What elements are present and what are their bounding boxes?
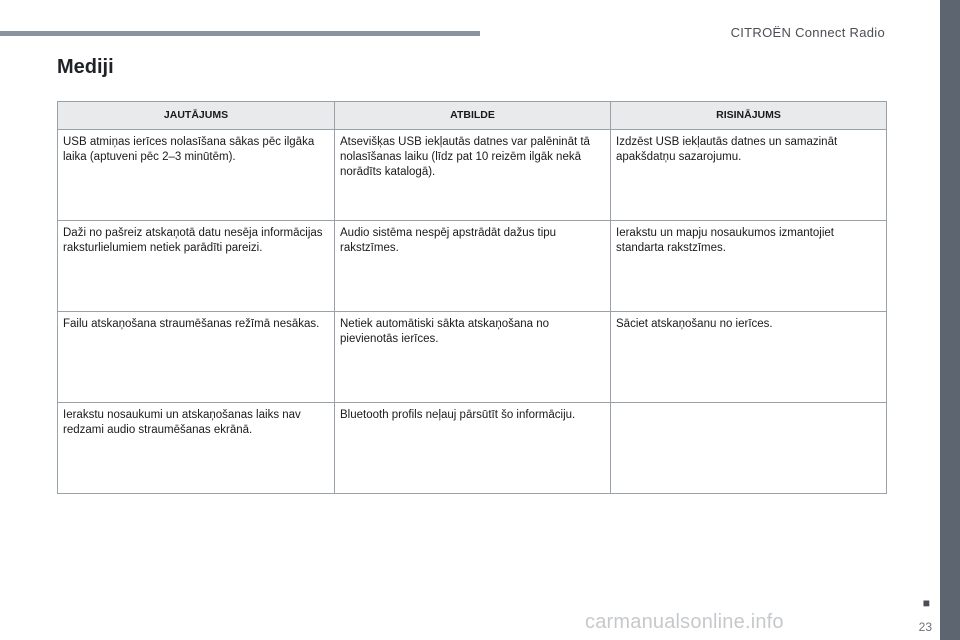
table-row bbox=[58, 312, 887, 403]
answer-cell: Netiek automātiski sākta atskaņošana no pievienotās ierīces. bbox=[335, 312, 611, 403]
page-number: 23 bbox=[918, 620, 932, 634]
header-solution: RISINĀJUMS bbox=[611, 102, 887, 130]
solution-cell bbox=[611, 403, 887, 494]
header-answer: ATBILDE bbox=[335, 102, 611, 130]
table-row bbox=[58, 130, 887, 221]
side-strip bbox=[940, 0, 960, 640]
solution-cell: Sāciet atskaņošanu no ierīces. bbox=[611, 312, 887, 403]
answer-cell: Audio sistēma nespēj apstrādāt dažus tipu rakstzīmes. bbox=[335, 221, 611, 312]
troubleshooting-table bbox=[57, 101, 887, 494]
question-cell: Daži no pašreiz atskaņotā datu nesēja informācijas raksturlielumiem netiek parādīti pareizi. bbox=[58, 221, 335, 312]
watermark: carmanualsonline.info bbox=[585, 611, 784, 633]
page-title: Mediji bbox=[57, 56, 114, 78]
brand-label: CITROËN Connect Radio bbox=[730, 25, 885, 40]
table-header-row bbox=[58, 102, 887, 130]
question-cell: Ierakstu nosaukumi un atskaņošanas laiks nav redzami audio straumēšanas ekrānā. bbox=[58, 403, 335, 494]
header-question: JAUTĀJUMS bbox=[58, 102, 335, 130]
question-cell: Failu atskaņošana straumēšanas režīmā nesākas. bbox=[58, 312, 335, 403]
question-cell: USB atmiņas ierīces nolasīšana sākas pēc ilgāka laika (aptuveni pēc 2–3 minūtēm). bbox=[58, 130, 335, 221]
solution-cell: Ierakstu un mapju nosaukumos izmantojiet standarta rakstzīmes. bbox=[611, 221, 887, 312]
table-row bbox=[58, 403, 887, 494]
answer-cell: Bluetooth profils neļauj pārsūtīt šo informāciju. bbox=[335, 403, 611, 494]
table-row bbox=[58, 221, 887, 312]
answer-cell: Atsevišķas USB iekļautās datnes var palēnināt tā nolasīšanas laiku (līdz pat 10 reizēm ilgāk nekā norādīts katalogā). bbox=[335, 130, 611, 221]
header-rule bbox=[0, 31, 480, 36]
continue-marker: ■ bbox=[922, 596, 930, 610]
solution-cell: Izdzēst USB iekļautās datnes un samazināt apakšdatņu sazarojumu. bbox=[611, 130, 887, 221]
